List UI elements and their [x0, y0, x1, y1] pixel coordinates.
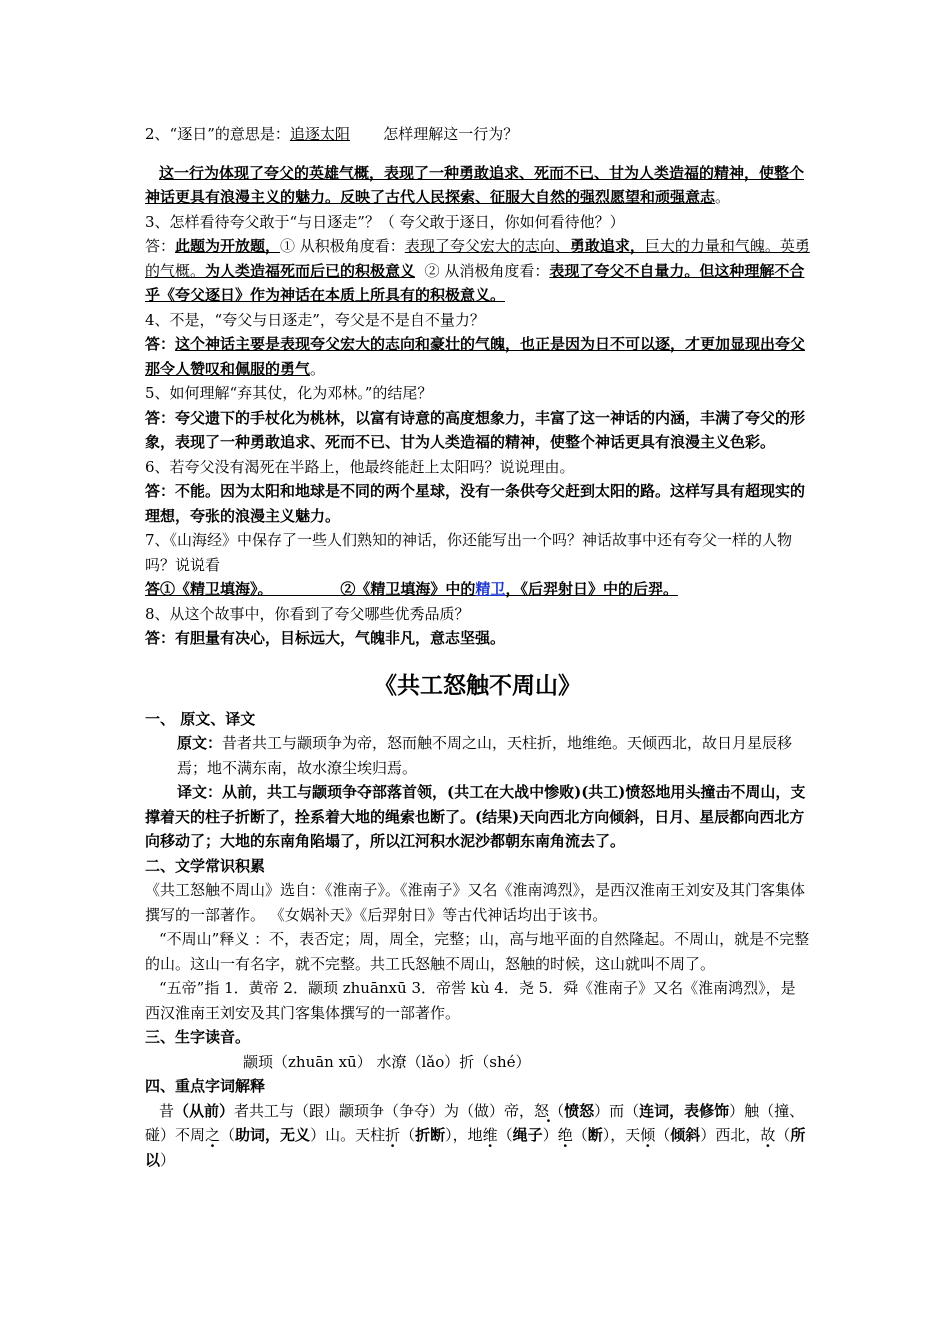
vocab-segment: （	[572, 1126, 588, 1144]
q2-explanation: 这一行为体现了夸父的英雄气概，表现了一种勇敢追求、死而不已、甘为人类造福的精神，使整个神话更具有浪漫主义的魅力。反映了古代人民探索、征服大自然的强烈愿望和顽强意志。	[145, 163, 805, 206]
sec2-p1: 《共工怒触不周山》选自：《淮南子》。《淮南子》又名《淮南鸿烈》，是西汉淮南王刘安及其门客集体撰写的一部著作。 《女娲补天》《后羿射日》等古代神话均出于该书。	[145, 881, 806, 924]
vocab-segment: 助词，无义	[235, 1126, 311, 1144]
vocab-segment: （	[220, 1126, 236, 1144]
vocab-segment: （	[400, 1126, 416, 1144]
vocab-segment: （	[549, 1101, 565, 1120]
sec2-p2: “不周山”释义 ：不，表否定；周，周全，完整；山，高与地平面的自然隆起。不周山，就是不完整的山。这山一有名字，就不完整。共工氏怒触不周山，怒触的时候，这山就叫不周了。	[145, 930, 810, 973]
q7-answer: 答①《精卫填海》。 ②《精卫填海》中的精卫，《后羿射日》中的后羿。	[145, 580, 678, 598]
vocab-segment: （	[655, 1126, 671, 1144]
sec4-heading: 四、重点字词解释	[145, 1077, 266, 1095]
q6-question: 6、若夸父没有渴死在半路上，他最终能赶上太阳吗？说说理由。	[145, 457, 575, 476]
q5-question: 5、如何理解“弃其仗，化为邓林。”的结尾？	[145, 384, 433, 402]
vocab-line-2	[145, 1123, 810, 1172]
vocab-segment: （	[497, 1126, 513, 1144]
vocab-segment: 碰）不周	[145, 1126, 206, 1144]
sec3-heading: 三、生字读音。	[145, 1028, 251, 1046]
q6-answer: 答：不能。因为太阳和地球是不同的两个星球，没有一条供夸父赶到太阳的路。这样写具有超现实的理想，夸张的浪漫主义魅力。	[145, 482, 806, 525]
vocab-segment: 绝	[557, 1126, 573, 1144]
vocab-segment: 折	[385, 1126, 401, 1144]
vocab-segment: 所以	[145, 1126, 806, 1169]
vocab-segment: ）	[542, 1126, 558, 1144]
document-body	[145, 122, 810, 1172]
vocab-segment: ）触（撞、	[729, 1101, 805, 1120]
vocab-segment: 者共工与（跟）颛顼争（争夺）为（做）帝，	[234, 1101, 535, 1120]
q2-line	[145, 122, 810, 147]
pronunciation-line: 颛顼（zhuān xū） 水潦（lǎo）折（shé）	[243, 1052, 531, 1071]
q3-question: 3、怎样看待夸父敢于“与日逐走”？（ 夸父敢于逐日，你如何看待他？）	[145, 212, 625, 231]
original-text: 原文：昔者共工与颛顼争为帝，怒而触不周之山，天柱折，地维绝。天倾西北，故日月星辰移焉；地不满东南，故水潦尘埃归焉。	[177, 734, 793, 777]
q8-answer: 答：有胆量有决心，目标远大，气魄非凡，意志坚强。	[145, 629, 506, 647]
q2-question: 怎样理解这一行为？	[383, 125, 519, 143]
vocab-segment: （	[775, 1126, 791, 1144]
vocab-segment: 愤怒	[564, 1101, 595, 1120]
q4-answer: 答：这个神话主要是表现夸父宏大的志向和豪壮的气魄，也正是因为日不可以逐，才更加显现出夸父那令人赞叹和佩服的勇气。	[145, 335, 806, 378]
section-title: 《共工怒触不周山》	[374, 671, 581, 699]
q8-question: 8、从这个故事中，你看到了夸父哪些优秀品质？	[145, 604, 470, 623]
vocab-segment: 之	[205, 1126, 221, 1144]
vocab-segment: 故	[760, 1126, 776, 1144]
vocab-segment: 倾	[640, 1126, 656, 1144]
vocab-segment: ）山。天柱	[310, 1126, 386, 1144]
vocab-segment: ），地	[445, 1126, 483, 1144]
q4-question: 4、不是，“夸父与日逐走”，夸父是不是自不量力？	[145, 310, 485, 329]
q2-answer: 追逐太阳	[289, 125, 350, 143]
q5-answer: 答：夸父遗下的手杖化为桃林，以富有诗意的高度想象力，丰富了这一神话的内涵，丰满了夸父的形象，表现了一种勇敢追求、死而不已、甘为人类造福的精神，使整个神话更具有浪漫主义色彩。	[145, 408, 806, 451]
q7-question: 7、《山海经》中保存了一些人们熟知的神话，你还能写出一个吗？神话故事中还有夸父一样的人物吗？说说看	[145, 531, 793, 574]
jingwei-link[interactable]: 精卫	[475, 580, 506, 598]
sec2-p3: “五帝”指 1．黄帝 2．颛顼 zhuānxū 3．帝喾 kù 4．尧 5．舜《淮南子》又名《淮南鸿烈》，是西汉淮南王刘安及其门客集体撰写的一部著作。	[145, 979, 796, 1022]
translation-text: 译文：从前，共工与颛顼争夺部落首领，(共工在大战中惨败)(共工)愤怒地用头撞击不周山，支撑着天的柱子折断了，拴系着大地的绳索也断了。(结果)天向西北方向倾斜，日月、星辰都向西北方向移动了；大地的东南角陷塌了，所以江河积水泥沙都朝东南角流去了。	[145, 783, 806, 850]
sec1-heading: 一、 原文、译文	[145, 709, 256, 728]
vocab-segment: 昔	[159, 1101, 175, 1120]
vocab-segment: 绳子	[512, 1126, 543, 1144]
vocab-segment: 断	[587, 1126, 603, 1144]
vocab-segment: ），天	[602, 1126, 641, 1144]
vocab-segment: ）而（	[594, 1101, 640, 1120]
vocab-segment: ）西北，	[700, 1126, 761, 1144]
vocab-line-1	[145, 1099, 810, 1124]
vocab-segment: 维	[482, 1126, 498, 1144]
vocab-segment: 倾斜	[670, 1126, 701, 1144]
vocab-segment: （从前）	[174, 1101, 235, 1120]
vocab-segment: 折断	[415, 1126, 446, 1144]
vocab-segment: ）	[160, 1150, 176, 1169]
sec2-heading: 二、文学常识积累	[145, 856, 266, 875]
q3-answer: 答：此题为开放题，① 从积极角度看：表现了夸父宏大的志向、勇敢追求，巨大的力量和气魄。英勇的气概。为人类造福死而后已的积极意义 ② 从消极角度看：表现了夸父不自量力。但这种理解不合乎《夸父逐日》作为神话在本质上所具有的积极意义。	[145, 237, 810, 304]
spacer	[145, 147, 810, 161]
vocab-segment: 连词，表修饰	[639, 1101, 730, 1120]
vocab-segment: 怒	[534, 1101, 550, 1120]
q2-prefix: 2、“逐日”的意思是：	[145, 125, 290, 143]
